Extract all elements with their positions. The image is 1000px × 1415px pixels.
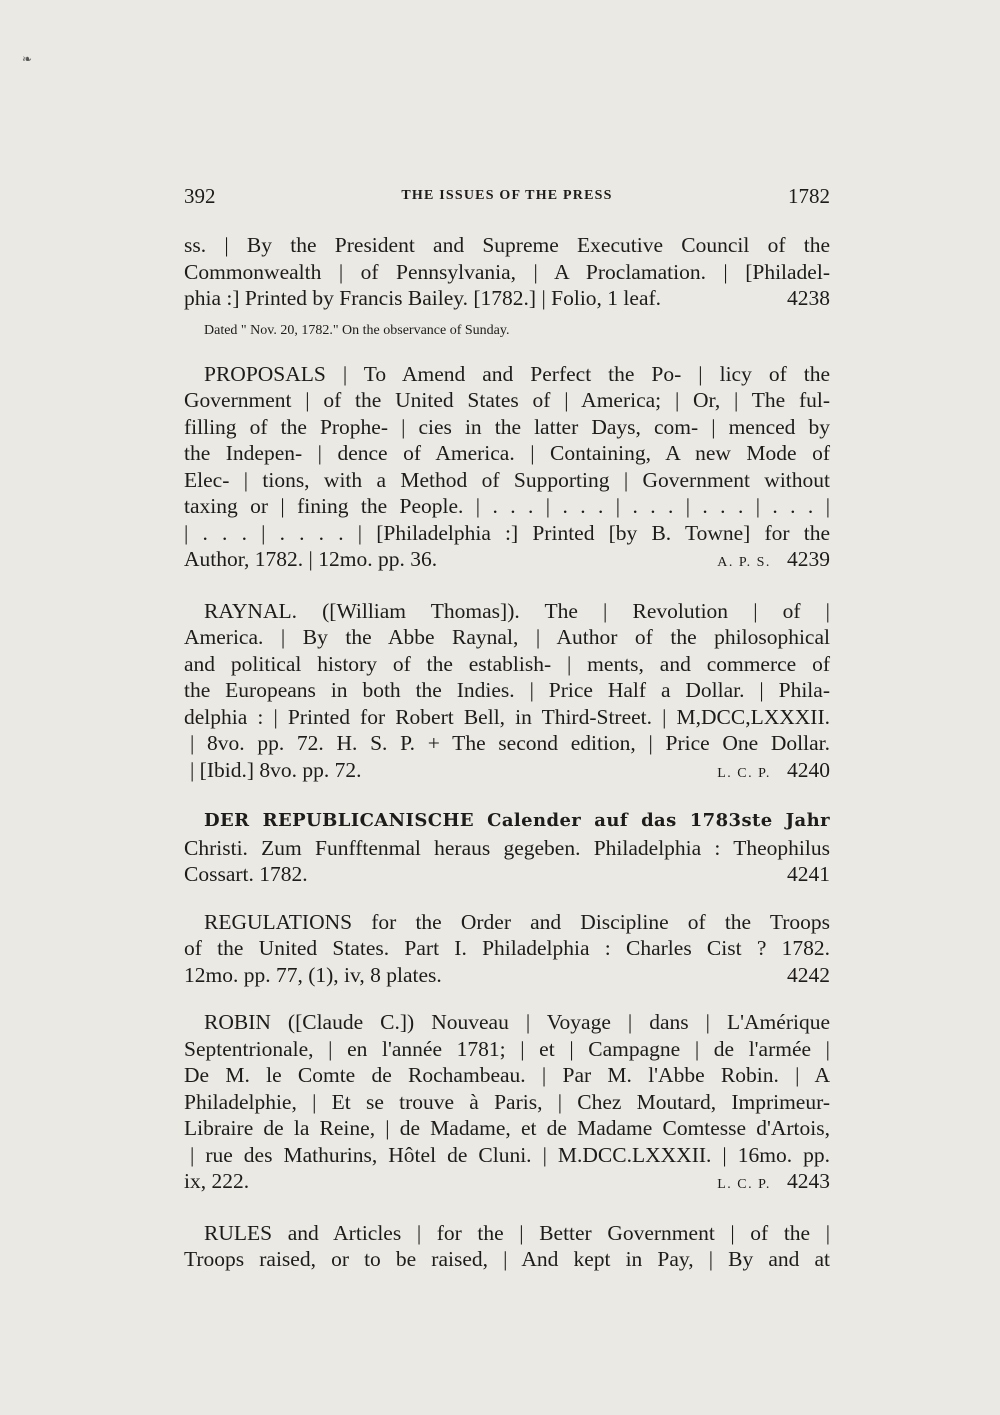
entry-line: | rue des Mathurins, Hôtel de Cluni. | M.DCC.LXXXII. | 16mo. pp. [190, 1142, 830, 1167]
entry-line: Commonwealth | of Pennsylvania, | A Proclamation. | [Philadel- [184, 259, 830, 284]
entry-line: PROPOSALS | To Amend and Perfect the Po- | licy of the [204, 361, 830, 386]
entry-line: Elec- | tions, with a Method of Supporting | Government without [184, 467, 830, 492]
page-number: 392 [184, 184, 216, 208]
entry-line: Septentrionale, | en l'année 1781; | et | Campagne | de l'armée | [184, 1036, 830, 1061]
entry-4239 [184, 361, 830, 577]
entry-4240 [184, 598, 830, 788]
entry-line: delphia : | Printed for Robert Bell, in Third-Street. | M,DCC,LXXXII. [184, 704, 830, 729]
entry-number: 4238 [787, 286, 830, 310]
entry-line: the Indepen- | dence of America. | Containing, A new Mode of [184, 441, 830, 465]
entry-line: 12mo. pp. 77, (1), iv, 8 plates. [184, 962, 442, 987]
entry-rules [184, 1220, 830, 1273]
entry-line: the Europeans in both the Indies. | Price Half a Dollar. | Phila- [184, 678, 830, 702]
entry-line: Libraire de la Reine, | de Madame, et de Madame Comtesse d'Artois, [184, 1116, 830, 1140]
entry-4242 [184, 909, 830, 989]
running-header [184, 184, 830, 214]
page-body [184, 232, 830, 1273]
entry-line: Philadelphie, | Et se trouve à Paris, | Chez Moutard, Imprimeur- [184, 1089, 830, 1114]
entry-last-line [184, 861, 830, 888]
entry-line: ROBIN ([Claude C.]) Nouveau | Voyage | dans | L'Amérique [204, 1010, 830, 1034]
entry-line: ix, 222. [184, 1169, 250, 1193]
entry-line: Government | of the United States of | America; | Or, | The ful- [184, 388, 830, 412]
entry-number: 4242 [787, 962, 830, 987]
entry-line: America. | By the Abbe Raynal, | Author of the philosophical [184, 625, 830, 649]
library-location: A. P. S. [717, 555, 771, 570]
entry-last-line [184, 1168, 830, 1199]
entry-last-line [184, 757, 830, 788]
entry-last-line [184, 285, 830, 312]
entry-line: of the United States. Part I. Philadelphia : Charles Cist ? 1782. [184, 936, 830, 960]
entry-line: | 8vo. pp. 72. H. S. P. + The second edition, | Price One Dollar. [190, 731, 830, 755]
entry-4243 [184, 1009, 830, 1199]
entry-line: RULES and Articles | for the | Better Government | of the | [204, 1220, 830, 1245]
margin-mark: ❧ [22, 52, 33, 66]
entry-line: taxing or | fining the People. | . . . | . . . | . . . | . . . | . . . | [184, 494, 830, 518]
entry-line: and political history of the establish- | ments, and commerce of [184, 651, 830, 676]
entry-4238 [184, 232, 830, 340]
entry-line: Christi. Zum Funfftenmal heraus gegeben. Philadelphia : Theophilus [184, 835, 830, 860]
header-year: 1782 [788, 184, 830, 208]
entry-line: phia :] Printed by Francis Bailey. [1782.] | Folio, 1 leaf. [184, 286, 662, 310]
entry-note: Dated " Nov. 20, 1782." On the observance of Sunday. [204, 322, 510, 338]
entry-line: filling of the Prophe- | cies in the latter Days, com- | menced by [184, 414, 830, 439]
entry-last-line [184, 962, 830, 989]
entry-number: 4239 [787, 547, 830, 571]
entry-line: Troops raised, or to be raised, | And kept in Pay, | By and at [184, 1247, 830, 1271]
entry-line: Cossart. 1782. [184, 862, 308, 886]
entry-line: RAYNAL. ([William Thomas]). The | Revolution | of | [204, 598, 830, 623]
entry-number: 4243 [787, 1169, 830, 1193]
entry-line: REGULATIONS for the Order and Discipline of the Troops [204, 909, 830, 934]
library-location: L. C. P. [717, 765, 771, 781]
entry-line: DER REPUBLICANISCHE Calender auf das 1783ste Jahr [204, 810, 830, 831]
entry-line: | . . . | . . . . | [Philadelphia :] Printed [by B. Towne] for the [184, 520, 830, 545]
entry-line: Author, 1782. | 12mo. pp. 36. [184, 547, 438, 571]
entry-number: 4240 [787, 757, 830, 782]
entry-line: ss. | By the President and Supreme Executive Council of the [184, 233, 830, 257]
library-location: L. C. P. [717, 1177, 771, 1192]
entry-line: | [Ibid.] 8vo. pp. 72. [190, 757, 362, 782]
entry-line: De M. le Comte de Rochambeau. | Par M. l'Abbe Robin. | A [184, 1063, 830, 1087]
entry-4241 [184, 808, 830, 888]
entry-number: 4241 [787, 862, 830, 886]
entry-last-line [184, 546, 830, 577]
running-title: THE ISSUES OF THE PRESS [401, 188, 613, 203]
